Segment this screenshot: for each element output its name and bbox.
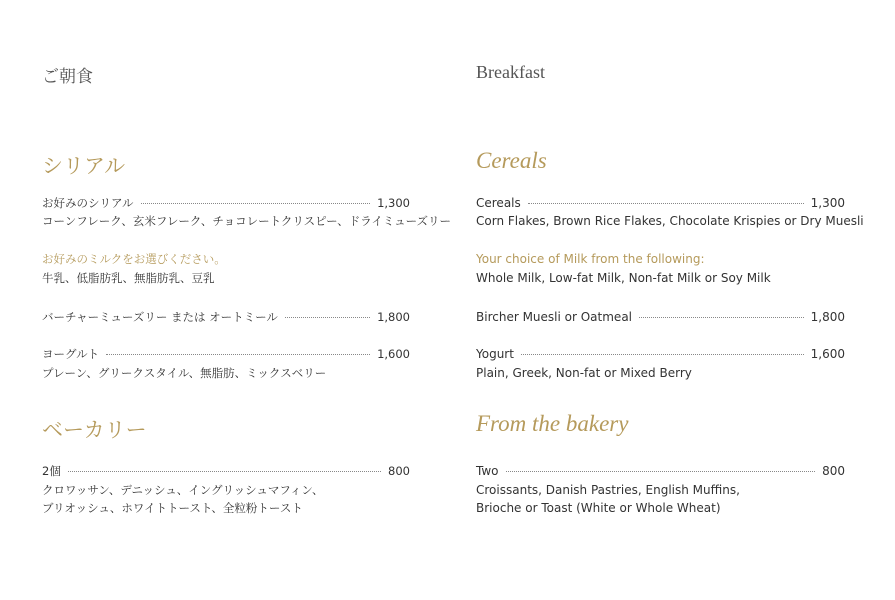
item-price: 1,300 <box>377 196 410 210</box>
item-price: 800 <box>388 464 410 478</box>
item-description: プレーン、グリークスタイル、無脂肪、ミックスベリー <box>42 366 327 380</box>
section-title-cereals-ja: シリアル <box>42 154 126 178</box>
item-name: Cereals <box>476 196 521 210</box>
menu-item-bakery-two-en <box>476 463 845 479</box>
item-name: Yogurt <box>476 347 514 361</box>
item-name: バーチャーミューズリー または オートミール <box>42 310 278 324</box>
item-name: Two <box>476 464 499 478</box>
menu-item-yogurt-ja <box>42 346 410 362</box>
section-title-bakery-en: From the bakery <box>476 411 629 436</box>
item-name: Bircher Muesli or Oatmeal <box>476 310 632 324</box>
item-description: Plain, Greek, Non-fat or Mixed Berry <box>476 366 692 380</box>
item-price: 1,600 <box>377 347 410 361</box>
item-description: クロワッサン、デニッシュ、イングリッシュマフィン、 <box>42 483 324 497</box>
item-name: ヨーグルト <box>42 347 100 361</box>
dot-leader <box>639 317 804 318</box>
section-title-bakery-ja: ベーカリー <box>42 418 147 442</box>
section-title-cereals-en: Cereals <box>476 148 547 173</box>
item-price: 1,800 <box>810 310 845 324</box>
menu-item-cereals-ja <box>42 195 410 211</box>
item-price: 800 <box>822 464 845 478</box>
dot-leader <box>528 203 804 204</box>
dot-leader <box>285 317 370 318</box>
item-description: Brioche or Toast (White or Whole Wheat) <box>476 501 721 515</box>
milk-choice-note-ja: お好みのミルクをお選びください。 <box>42 252 226 266</box>
dot-leader <box>68 471 381 472</box>
milk-options-ja: 牛乳、低脂肪乳、無脂肪乳、豆乳 <box>42 271 215 285</box>
item-name: 2個 <box>42 464 61 478</box>
item-description: Croissants, Danish Pastries, English Muffins, <box>476 483 740 497</box>
menu-item-bakery-two-ja <box>42 463 410 479</box>
page-title-ja: ご朝食 <box>42 67 93 87</box>
menu-item-bircher-ja <box>42 309 410 325</box>
item-name: お好みのシリアル <box>42 196 134 210</box>
dot-leader <box>106 354 370 355</box>
menu-item-cereals-en <box>476 195 845 211</box>
milk-options-en: Whole Milk, Low-fat Milk, Non-fat Milk or Soy Milk <box>476 271 771 285</box>
dot-leader <box>506 471 816 472</box>
milk-choice-note-en: Your choice of Milk from the following: <box>476 252 705 266</box>
item-price: 1,600 <box>810 347 845 361</box>
item-description: Corn Flakes, Brown Rice Flakes, Chocolate Krispies or Dry Muesli <box>476 214 864 228</box>
item-price: 1,300 <box>810 196 845 210</box>
dot-leader <box>141 203 371 204</box>
menu-item-bircher-en <box>476 309 845 325</box>
menu-item-yogurt-en <box>476 346 845 362</box>
item-price: 1,800 <box>377 310 410 324</box>
dot-leader <box>521 354 804 355</box>
item-description: ブリオッシュ、ホワイトトースト、全粒粉トースト <box>42 501 303 515</box>
item-description: コーンフレーク、玄米フレーク、チョコレートクリスピー、ドライミューズリー <box>42 214 452 228</box>
page-title-en: Breakfast <box>476 62 545 82</box>
